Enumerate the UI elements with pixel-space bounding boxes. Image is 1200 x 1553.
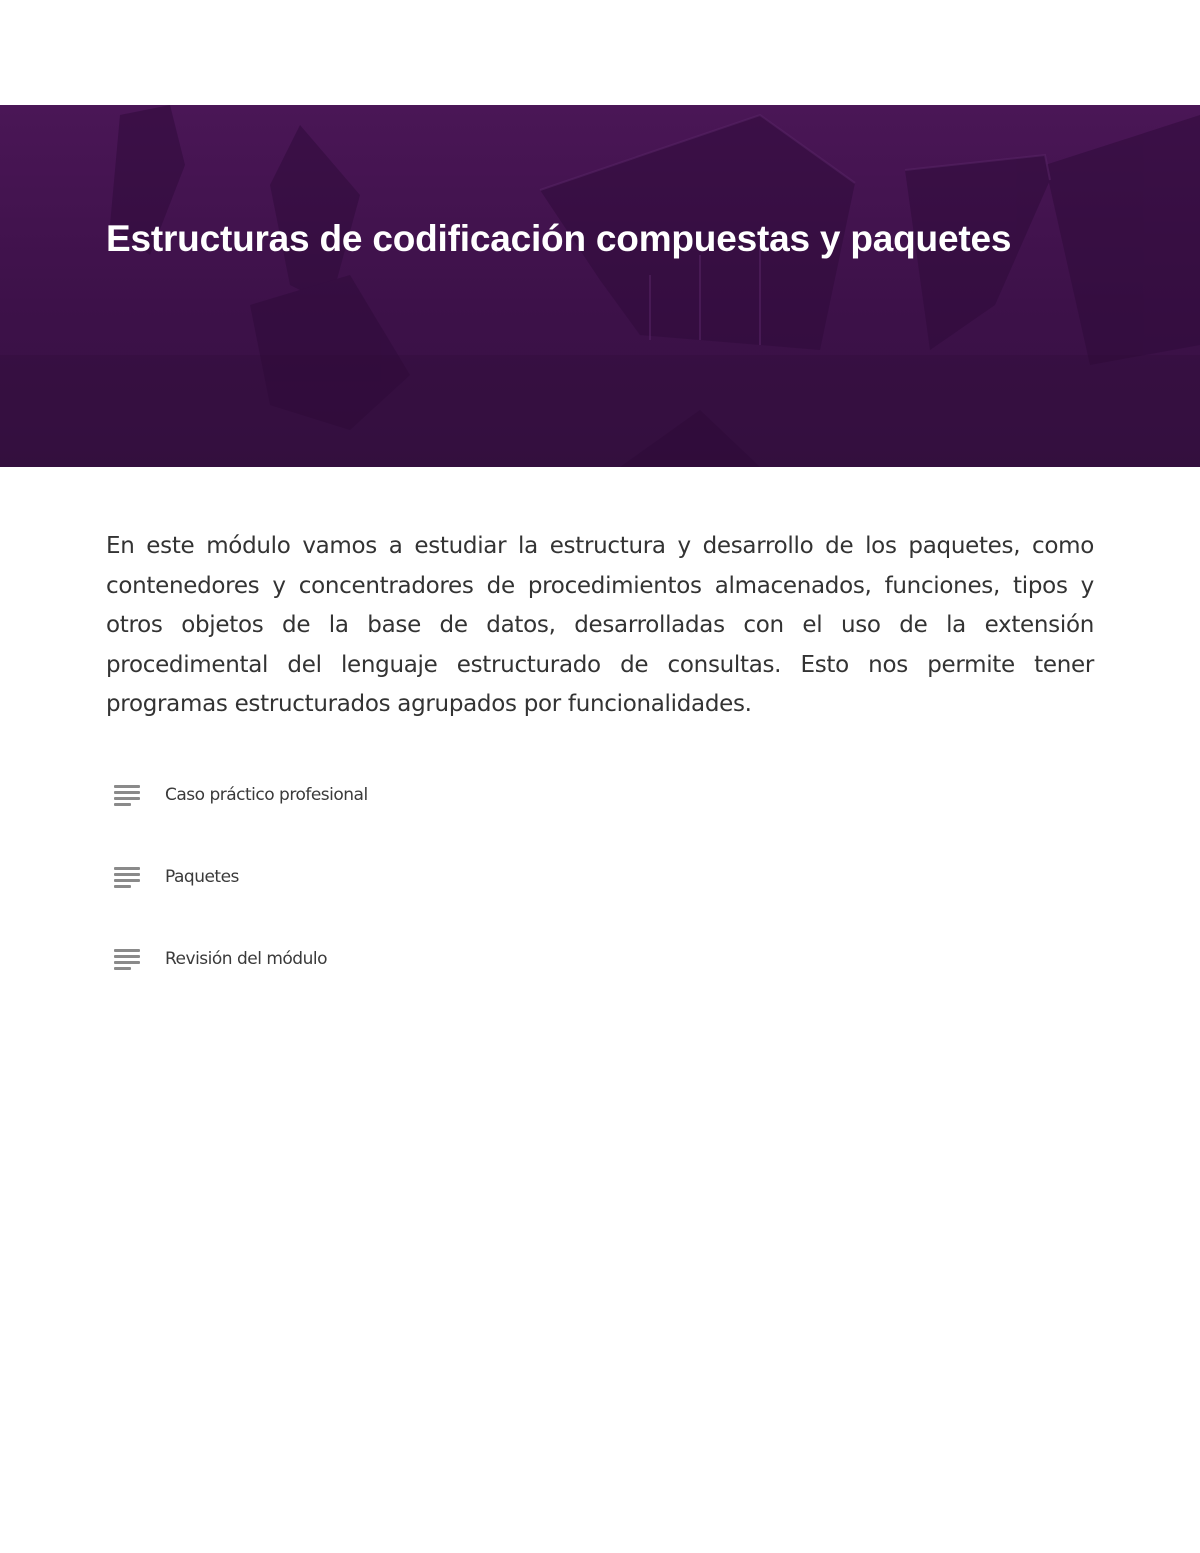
intro-paragraph: En este módulo vamos a estudiar la estructura y desarrollo de los paquetes, como contenedores y concentradores de procedimientos almacenados, funciones, tipos y otros objetos de la base de datos, desarrolladas con el uso de la extensión procedimental del lenguaje estructurado de consultas. Esto nos permite tener programas estructurados agrupados por funcionalidades. xyxy=(106,533,1094,717)
lesson-item-paquetes[interactable] xyxy=(114,857,368,897)
lesson-item-revision-modulo[interactable] xyxy=(114,939,368,979)
lesson-label: Revisión del módulo xyxy=(165,949,327,969)
text-lines-icon xyxy=(114,948,140,970)
hero-banner xyxy=(0,105,1200,467)
page-title: Estructuras de codificación compuestas y paquetes xyxy=(106,218,1012,259)
lesson-item-caso-practico[interactable] xyxy=(114,775,368,815)
lesson-list xyxy=(114,775,368,1021)
text-lines-icon xyxy=(114,866,140,888)
lesson-label: Caso práctico profesional xyxy=(165,785,368,805)
hero-background-image xyxy=(0,105,1200,467)
text-lines-icon xyxy=(114,784,140,806)
lesson-label: Paquetes xyxy=(165,867,239,887)
